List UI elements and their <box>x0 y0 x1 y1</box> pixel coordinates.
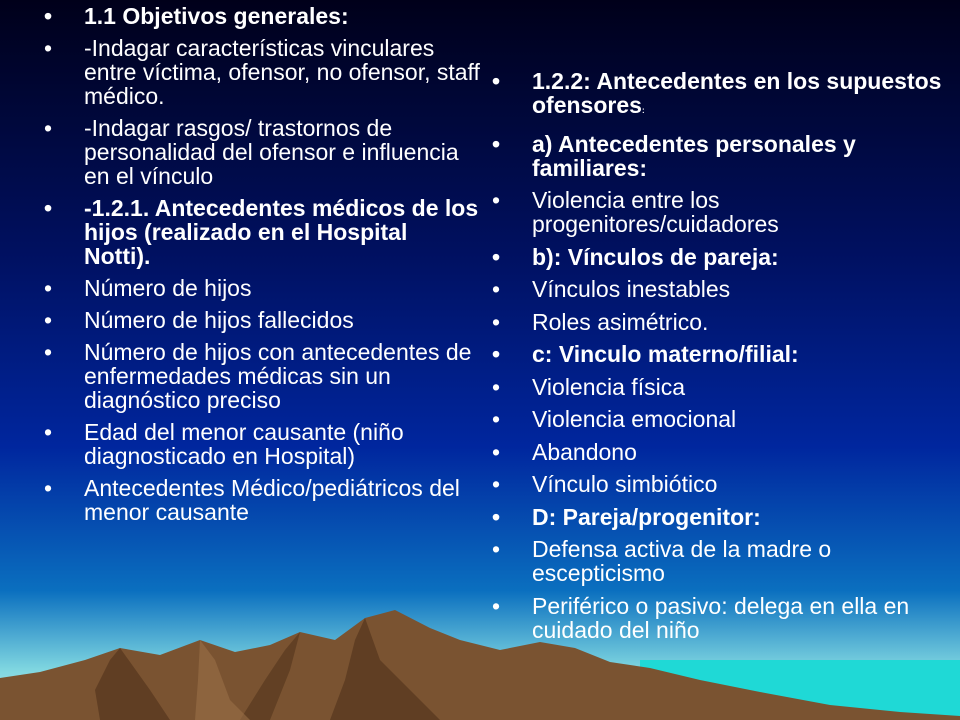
list-item: • Violencia entre los progenitores/cuidadores <box>488 188 958 236</box>
list-item: • Número de hijos <box>40 276 480 300</box>
list-item: • 1.1 Objetivos generales: <box>40 4 480 28</box>
list-item: • Defensa activa de la madre o escepticismo <box>488 537 958 585</box>
list-item: • Abandono <box>488 440 958 464</box>
list-item: • Periférico o pasivo: delega en ella en cuidado del niño <box>488 594 958 642</box>
objectives-list <box>40 4 480 532</box>
list-item: • Vínculos inestables <box>488 277 958 301</box>
list-item: • Vínculo simbiótico <box>488 472 958 496</box>
list-item: • Edad del menor causante (niño diagnosticado en Hospital) <box>40 420 480 468</box>
list-item: • -Indagar características vinculares entre víctima, ofensor, no ofensor, staff médico. <box>40 36 480 108</box>
list-item: • Violencia emocional <box>488 407 958 431</box>
list-item: • D: Pareja/progenitor: <box>488 505 958 529</box>
list-item: • a) Antecedentes personales y familiares: <box>488 132 958 180</box>
list-item: • -1.2.1. Antecedentes médicos de los hijos (realizado en el Hospital Notti). <box>40 196 480 268</box>
list-item: • Número de hijos fallecidos <box>40 308 480 332</box>
list-item: • b): Vínculos de pareja: <box>488 245 958 269</box>
list-item: • -Indagar rasgos/ trastornos de personalidad del ofensor e influencia en el vínculo <box>40 116 480 188</box>
list-item: • Roles asimétrico. <box>488 310 958 334</box>
list-item-text: 1.2.2: Antecedentes en los supuestos ofensores <box>532 68 942 118</box>
list-item: • c: Vinculo materno/filial: <box>488 342 958 366</box>
list-item: • Antecedentes Médico/pediátricos del menor causante <box>40 476 480 524</box>
antecedents-list <box>488 69 958 650</box>
list-item: • Número de hijos con antecedentes de enfermedades médicas sin un diagnóstico preciso <box>40 340 480 412</box>
list-item: • Violencia física <box>488 375 958 399</box>
list-item <box>488 69 958 123</box>
list-item-suffix: : <box>641 106 645 115</box>
